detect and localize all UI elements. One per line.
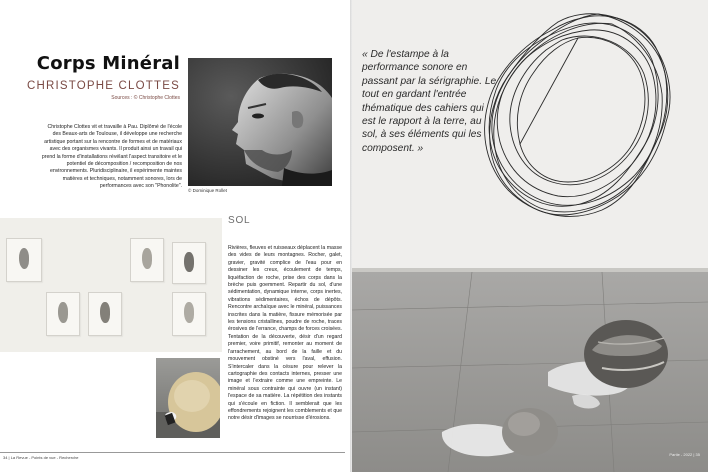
article-title: Corps Minéral [36, 53, 180, 74]
stone-illustration [156, 358, 220, 438]
sources-line: Sources : © Christophe Clottes [111, 95, 180, 101]
portrait-credit: © Dominique Rollet [188, 188, 227, 193]
footer-right: Partie - 2022 | 35 [669, 452, 700, 457]
portrait-illustration [188, 58, 332, 186]
section-heading: SOL [228, 215, 251, 226]
intro-paragraph: Christophe Clottes vit et travaille à Pau. Diplômé de l'école des Beaux-arts de Toulouse, il développe une recherche artistique portant sur la rencontre de formes et de matériaux avec des organismes vivants. Il produit ainsi un travail qui prend la forme d'installations révélant l'aspect transitoire et le potentiel de décomposition / recomposition de nos environnements. Pluridisciplinaire, il expérimente maintes matières et techniques, notamment sonores, lors de performances avec son "Phonolite". [41, 124, 182, 190]
section-body: Rivières, fleuves et ruisseaux déplacent la masse des vides de leurs montagnes. Rocher, galet, gravier, gravité complice de l'eau pour en dessiner les creux, écoulement de temps, liquéfaction de roche, prise des corps dans la brèche puis goemment. Repartir du sol, d'une sédimentation, dynamique interne, corps inertes, vibrations sédimentaires, échos de dépôts. Rencontre archaïque avec le minéral, puissances inscrites dans la matière, fissure mémorisée par les tensions cristallines, poudre de roche, traces érosives de l'errance, champs de forces croisées. Tentation de la découverte, désir d'un regard premier, voire primitif, remonter au moment de l'arrachement, au bord de la faille et du mouvement obstiné vers l'aval, effusion. S'intercaler dans la césure pour relever la cartographie des contacts internes, presser une image et l'extraire comme une empreinte. Le minéral sous contrainte qui ouvre (un instant) l'espace de sa matière. La répétition des instants qui s'écoule en fiction. Il semblerait que les effondrements rejoignent les comblements et que notre désir d'images se nourrisse d'érosions. [228, 245, 342, 422]
framed-print [172, 292, 206, 336]
gallery-photo [0, 218, 222, 352]
stone-photo [156, 358, 220, 438]
framed-print [172, 242, 206, 284]
right-page [352, 0, 708, 472]
left-page [0, 0, 352, 472]
footer-rule [0, 452, 345, 453]
gallery-floor [352, 272, 708, 472]
framed-print [88, 292, 122, 336]
framed-print [46, 292, 80, 336]
wire-sculpture [462, 0, 708, 264]
framed-print [130, 238, 164, 282]
footer-left: 34 | La Revue - Points de vue - Recherche [3, 455, 79, 460]
floor-installation [352, 272, 708, 472]
author-name: CHRISTOPHE CLOTTES [26, 80, 180, 92]
framed-print [6, 238, 42, 282]
artist-portrait [188, 58, 332, 186]
pull-quote: « De l'estampe à la performance sonore en passant par la sérigraphie. Le tout en gardant l'entrée thématique des cahiers qui est le rapport à la terre, au sol, à ses éléments qui les composent. » [362, 49, 497, 154]
